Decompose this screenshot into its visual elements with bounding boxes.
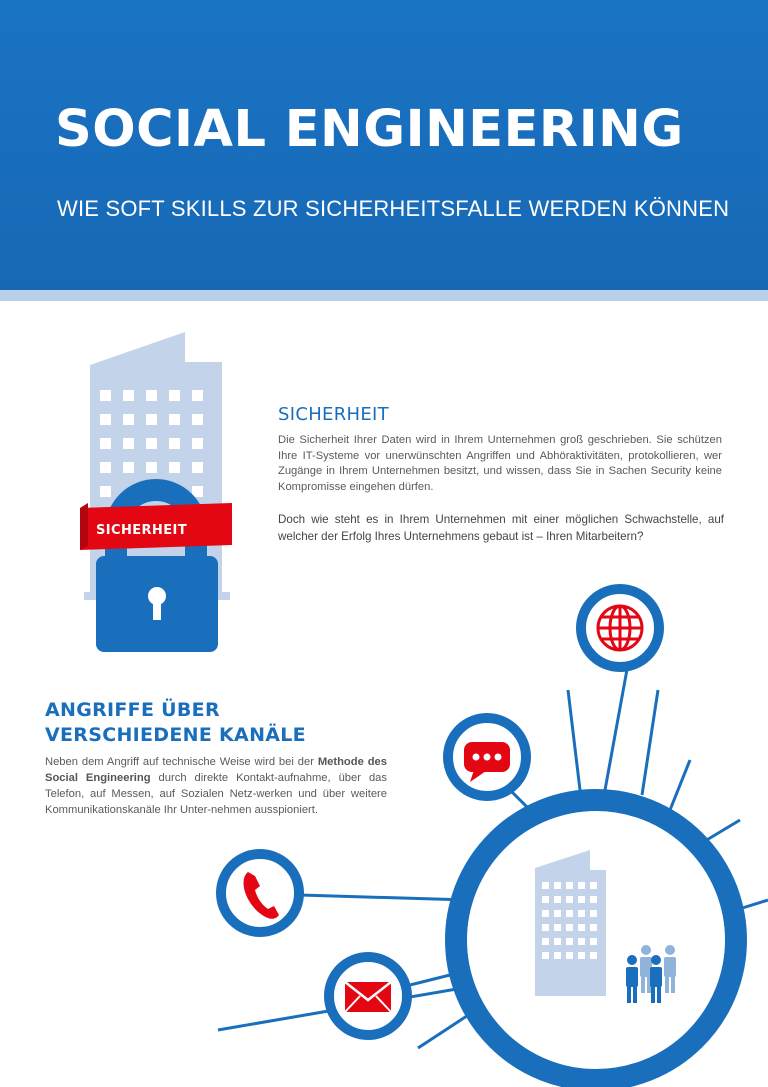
chat-node <box>448 718 526 796</box>
security-banner <box>80 503 232 550</box>
page-title: SOCIAL ENGINEERING <box>55 100 684 159</box>
phone-node <box>221 854 299 932</box>
security-paragraph-1: Die Sicherheit Ihrer Daten wird in Ihrem Unternehmen groß geschrieben. Sie schützen Ihre IT-Systeme vor unerwünschten Angriffen und Abhöraktivitäten, protokollieren, wer Zugänge in Ihrem Unternehmen besitzt, und wissen, dass Sie in Sachen Security keine Kompromisse eingehen dürfen. <box>278 434 722 493</box>
attacks-text-before: Neben dem Angriff auf technische Weise wird bei der <box>45 756 318 768</box>
security-heading: SICHERHEIT <box>278 404 389 425</box>
envelope-icon <box>345 982 391 1012</box>
page-subtitle: WIE SOFT SKILLS ZUR SICHERHEITSFALLE WERDEN KÖNNEN <box>57 196 730 221</box>
security-banner-label: SICHERHEIT <box>96 523 187 538</box>
attacks-text-bold: Methode des Social Engineering <box>45 756 387 784</box>
attacks-text-after: durch direkte Kontakt-aufnahme, über das Telefon, auf Messen, auf Sozialen Netz-werken und über weitere Kommunikationskanäle Ihr Unter-nehmen ausspioniert. <box>45 772 387 816</box>
security-paragraph-2: Doch wie steht es in Ihrem Unternehmen mit einer möglichen Schwachstelle, auf welcher der Erfolg Ihres Unternehmens gebaut ist – Ihren Mitarbeitern? <box>278 513 724 543</box>
building-icon <box>535 850 606 996</box>
globe-node <box>581 589 659 667</box>
communication-network-illustration <box>0 560 768 1087</box>
globe-icon <box>598 606 642 650</box>
attacks-heading-line-1: ANGRIFFE ÜBER <box>45 699 220 721</box>
mail-node <box>329 957 407 1035</box>
attacks-heading-line-2: VERSCHIEDENE KANÄLE <box>45 724 306 746</box>
